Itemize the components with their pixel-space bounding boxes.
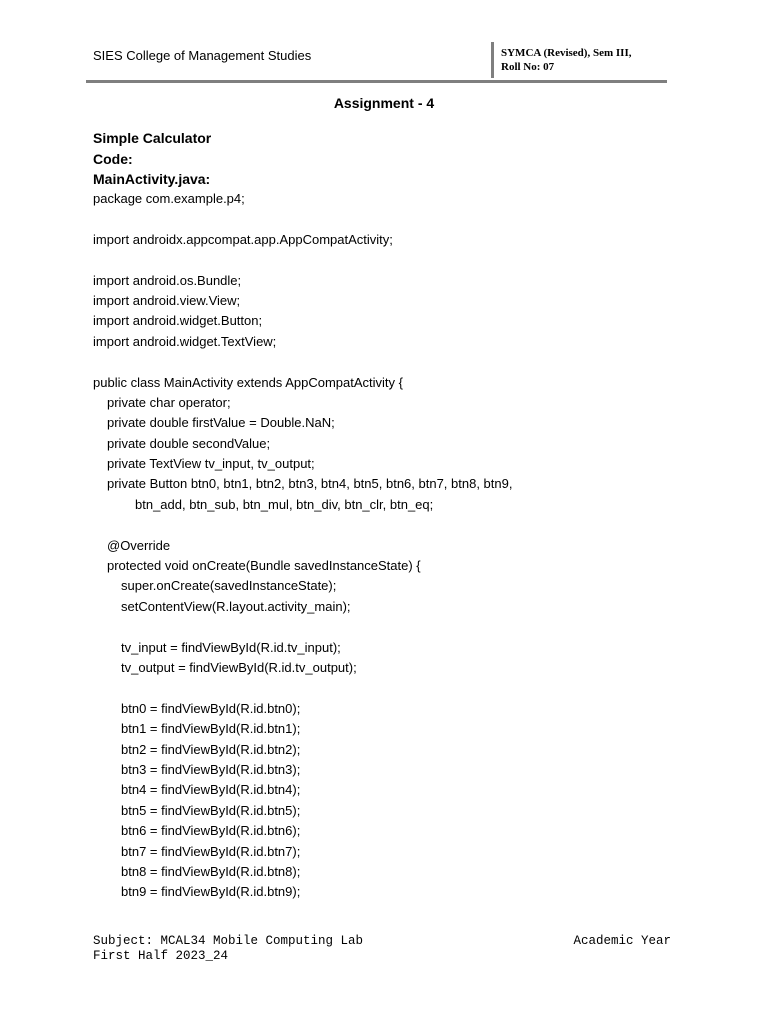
code-line: import android.widget.TextView; <box>93 333 277 349</box>
code-line: btn8 = findViewById(R.id.btn8); <box>121 863 301 879</box>
file-name-heading: MainActivity.java: <box>93 171 211 187</box>
footer-academic-year: Academic Year <box>573 934 671 948</box>
assignment-title: Assignment - 4 <box>333 95 435 111</box>
footer-subject: Subject: MCAL34 Mobile Computing Lab <box>93 934 364 948</box>
code-line: btn_add, btn_sub, btn_mul, btn_div, btn_clr, btn_eq; <box>135 496 434 512</box>
code-line: import android.os.Bundle; <box>93 272 242 288</box>
code-line: btn9 = findViewById(R.id.btn9); <box>121 884 301 900</box>
code-line: private char operator; <box>107 394 231 410</box>
header-divider <box>491 42 494 78</box>
code-line: tv_output = findViewById(R.id.tv_output); <box>121 659 357 675</box>
code-line: import androidx.appcompat.app.AppCompatActivity; <box>93 231 393 247</box>
course-line: SYMCA (Revised), Sem III, <box>501 47 632 59</box>
course-info <box>501 46 631 74</box>
code-line <box>93 352 512 372</box>
code-line <box>93 209 512 229</box>
code-line: import android.view.View; <box>93 292 241 308</box>
code-line: btn3 = findViewById(R.id.btn3); <box>121 761 301 777</box>
code-line: package com.example.p4; <box>93 191 245 206</box>
code-line: import android.widget.Button; <box>93 313 263 329</box>
code-line: btn2 = findViewById(R.id.btn2); <box>121 741 301 757</box>
code-line: private double secondValue; <box>107 435 271 451</box>
code-line <box>93 617 512 637</box>
code-line: tv_input = findViewById(R.id.tv_input); <box>121 639 341 655</box>
code-line: private Button btn0, btn1, btn2, btn3, btn4, btn5, btn6, btn7, btn8, btn9, <box>107 476 513 492</box>
code-line: btn5 = findViewById(R.id.btn5); <box>121 802 301 818</box>
page-header <box>86 42 667 83</box>
code-line: protected void onCreate(Bundle savedInstanceState) { <box>107 558 421 574</box>
code-line: private double firstValue = Double.NaN; <box>107 415 335 431</box>
code-line <box>93 250 512 270</box>
code-line: btn4 = findViewById(R.id.btn4); <box>121 782 301 798</box>
code-line: super.onCreate(savedInstanceState); <box>121 578 337 594</box>
code-line: btn6 = findViewById(R.id.btn6); <box>121 823 301 839</box>
code-line: btn0 = findViewById(R.id.btn0); <box>121 700 301 716</box>
code-line: btn1 = findViewById(R.id.btn1); <box>121 721 301 737</box>
footer-term: First Half 2023_24 <box>93 949 229 963</box>
code-line: btn7 = findViewById(R.id.btn7); <box>121 843 301 859</box>
institution-name: SIES College of Management Studies <box>93 48 312 63</box>
topic-heading: Simple Calculator <box>93 130 212 146</box>
code-line: @Override <box>107 537 171 553</box>
code-line <box>93 515 512 535</box>
roll-number: Roll No: 07 <box>501 61 555 73</box>
code-line: private TextView tv_input, tv_output; <box>107 456 315 472</box>
page-footer <box>93 934 673 964</box>
section-headings <box>93 128 211 190</box>
code-label: Code: <box>93 150 133 167</box>
code-block <box>93 189 512 903</box>
code-line <box>93 678 512 698</box>
code-line: public class MainActivity extends AppCompatActivity { <box>93 374 403 390</box>
code-line: setContentView(R.layout.activity_main); <box>121 598 351 614</box>
